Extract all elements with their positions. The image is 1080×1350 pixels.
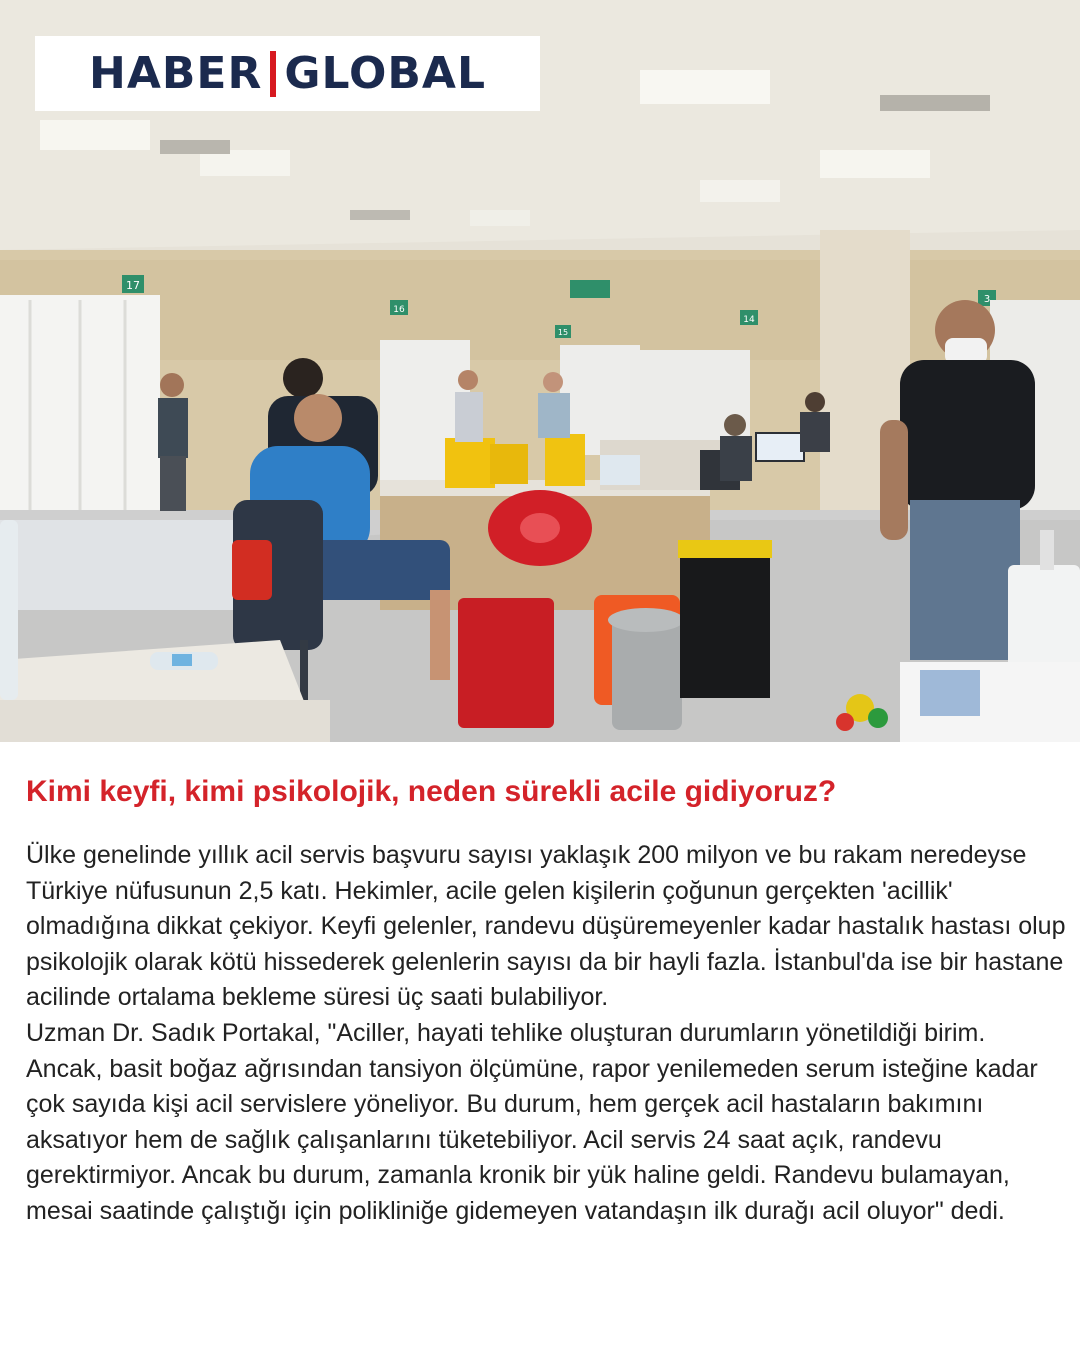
- bed-sign-16: 16: [393, 305, 405, 315]
- logo-word-global: GLOBAL: [284, 48, 486, 99]
- article-paragraph-2: Uzman Dr. Sadık Portakal, "Aciller, hayati tehlike oluşturan durumların yönetildiği birim. Ancak, basit boğaz ağrısından tansiyon ölçümüne, rapor yenilemeden serum isteğine kadar çok sayıda kişi acil servislere yöneliyor. Bu durum, hem gerçek acil hastaların bakımını aksatıyor hem de sağlık çalışanlarını tüketebiliyor. Acil servis 24 saat açık, randevu gerektirmiyor. Ancak bu durum, zamanla kronik bir yük haline geldi. Randevu bulamayan, mesai saatinde çalıştığı için polikliniğe gidemeyen vatandaşın ilk durağı acil oluyor" dedi.: [26, 1018, 1038, 1225]
- bed-sign-14: 14: [743, 315, 755, 325]
- haber-global-logo: [35, 36, 540, 111]
- bed-sign-15: 15: [557, 328, 569, 337]
- article-headline: Kimi keyfi, kimi psikolojik, neden sürekli acile gidiyoruz?: [26, 775, 837, 808]
- article-paragraph-1: Ülke genelinde yıllık acil servis başvuru sayısı yaklaşık 200 milyon ve bu rakam neredeyse Türkiye nüfusunun 2,5 katı. Hekimler, acile gelen kişilerin çoğunun gerçekten 'acillik' olmadığına dikkat çekiyor. Keyfi gelenler, randevu düşüremeyenler kadar hastalık hastası olup psikolojik olarak kötü hissederek gelenlerin sayısı da bir hayli fazla. İstanbul'da ise bir hastane acilinde ortalama bekleme süresi üç saati bulabiliyor.: [26, 841, 1066, 1012]
- logo-divider-bar: [270, 51, 276, 97]
- article-body: [26, 838, 1066, 1230]
- bed-sign-17: 17: [126, 279, 140, 292]
- bed-sign-3: 3: [983, 294, 991, 305]
- logo-wordmark: [89, 48, 486, 99]
- logo-word-haber: HABER: [89, 48, 263, 99]
